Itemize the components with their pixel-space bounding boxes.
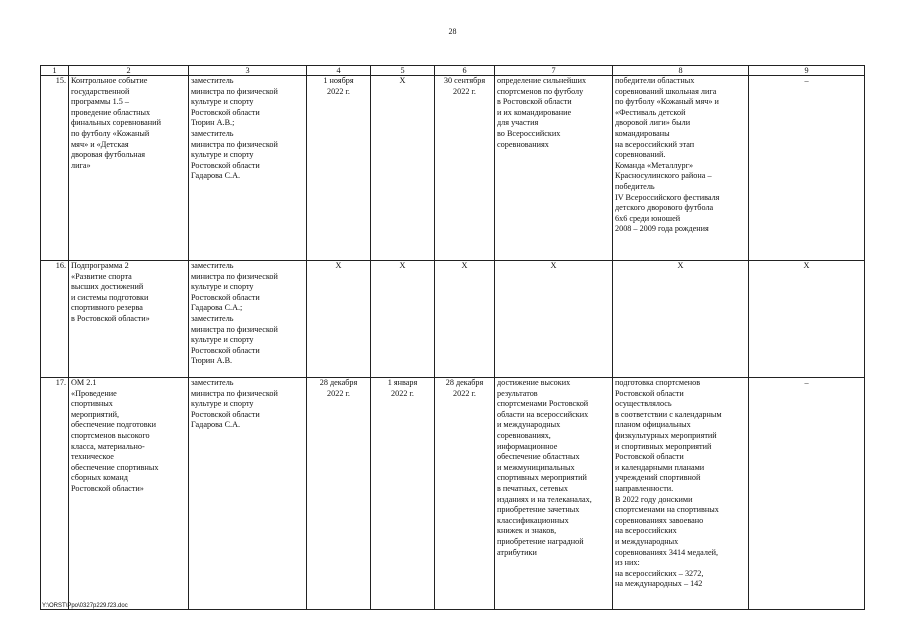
- responsible-executor: заместитель министра по физической культуре и спорту Ростовской области Гадарова С.А.; заместитель министра по физической культуре и спорту Ростовской области Тюрин А.В.: [189, 261, 307, 378]
- column-number: 7: [495, 66, 613, 76]
- event-name: ОМ 2.1 «Проведение спортивных мероприятий, обеспечение подготовки спортсменов высокого класса, материально- техническое обеспечение спортивных сборных команд Ростовской области»: [69, 378, 189, 610]
- column-number: 8: [613, 66, 749, 76]
- end-date: Х: [435, 261, 495, 378]
- column-number: 1: [41, 66, 69, 76]
- start-date: 1 января 2022 г.: [371, 378, 435, 610]
- column-number: 3: [189, 66, 307, 76]
- responsible-executor: заместитель министра по физической культуре и спорту Ростовской области Тюрин А.В.; заместитель министра по физической культуре и спорту Ростовской области Гадарова С.А.: [189, 76, 307, 261]
- responsible-executor: заместитель министра по физической культуре и спорту Ростовской области Гадарова С.А.: [189, 378, 307, 610]
- table-row: [41, 378, 865, 610]
- planned-date: Х: [307, 261, 371, 378]
- column-number: 5: [371, 66, 435, 76]
- row-number: 15.: [41, 76, 69, 261]
- planned-date: 1 ноября 2022 г.: [307, 76, 371, 261]
- notes: Х: [749, 261, 865, 378]
- notes: –: [749, 378, 865, 610]
- column-number: 6: [435, 66, 495, 76]
- page-number: 28: [448, 27, 457, 36]
- expected-result: Х: [495, 261, 613, 378]
- table-row: [41, 76, 865, 261]
- row-number: 16.: [41, 261, 69, 378]
- column-number-row: [41, 66, 865, 76]
- event-name: Контрольное событие государственной программы 1.5 – проведение областных финальных соревнований по футболу «Кожаный мяч» и «Детская дворовая футбольная лига»: [69, 76, 189, 261]
- column-number: 4: [307, 66, 371, 76]
- expected-result: достижение высоких результатов спортсменами Ростовской области на всероссийских и международных соревнованиях, информационное обеспечение областных и межмуниципальных спортивных мероприятий в печатных, сетевых изданиях и на телеканалах, приобретение зачетных классификационных книжек и знаков, приобретение наградной атрибутики: [495, 378, 613, 610]
- expected-result: определение сильнейших спортсменов по футболу в Ростовской области и их командирование для участия во Всероссийских соревнованиях: [495, 76, 613, 261]
- planned-date: 28 декабря 2022 г.: [307, 378, 371, 610]
- end-date: 28 декабря 2022 г.: [435, 378, 495, 610]
- table-row: [41, 261, 865, 378]
- row-number: 17.: [41, 378, 69, 610]
- start-date: Х: [371, 76, 435, 261]
- column-number: 9: [749, 66, 865, 76]
- start-date: Х: [371, 261, 435, 378]
- column-number: 2: [69, 66, 189, 76]
- achieved-result: подготовка спортсменов Ростовской области осуществлялось в соответствии с календарным планом официальных физкультурных мероприятий и спортивных мероприятий Ростовской области и календарными планами учреждений спортивной направленности. В 2022 году донскими спортсменами на спортивных соревнованиях завоевано на всероссийских и международных соревнованиях 3414 медалей, из них: на всероссийских – 3272, на международных – 142: [613, 378, 749, 610]
- event-name: Подпрограмма 2 «Развитие спорта высших достижений и системы подготовки спортивного резерва в Ростовской области»: [69, 261, 189, 378]
- end-date: 30 сентября 2022 г.: [435, 76, 495, 261]
- notes: –: [749, 76, 865, 261]
- achieved-result: Х: [613, 261, 749, 378]
- achieved-result: победители областных соревнований школьная лига по футболу «Кожаный мяч» и «Фестиваль детской дворовой лиги» были командированы на всероссийский этап соревнований. Команда «Металлург» Красносулинского района – победитель IV Всероссийского фестиваля детского дворового футбола 6х6 среди юношей 2008 – 2009 года рождения: [613, 76, 749, 261]
- report-table: [40, 65, 865, 610]
- footer-file-path: Y:\ORST\Ppo\0327p229.f23.doc: [42, 603, 128, 609]
